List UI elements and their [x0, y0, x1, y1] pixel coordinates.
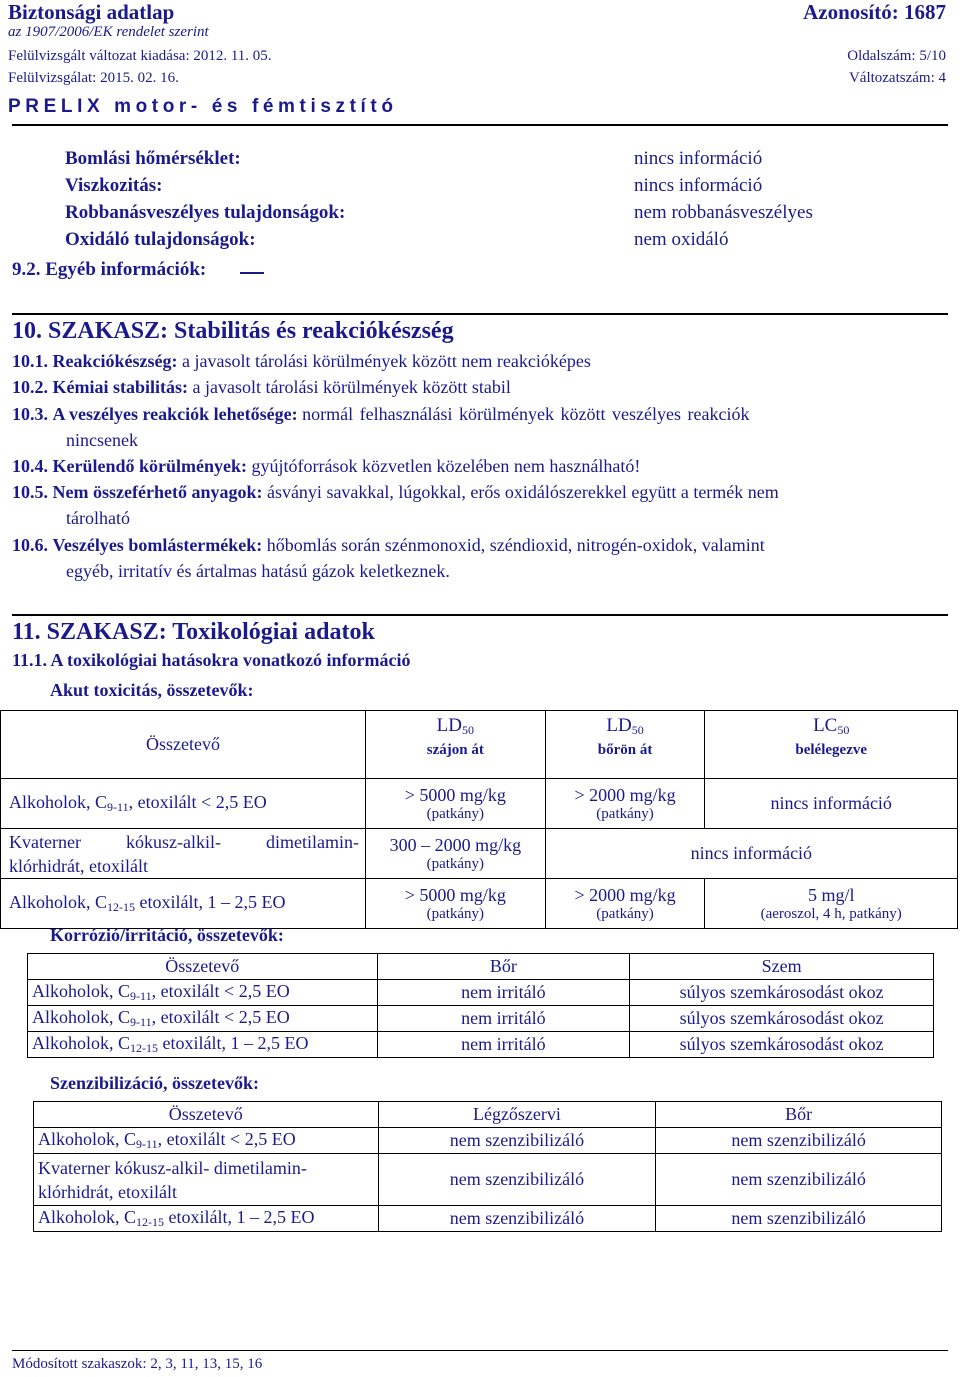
table-row [1, 829, 958, 879]
table-row [1, 779, 958, 829]
component-cell: Alkoholok, $C_{9-11}$, etoxilált < 2,5 EO [28, 980, 378, 1006]
dermal-cell: > 2000 mg/kg (patkány) [545, 779, 705, 829]
column-header: Légzőszervi [378, 1102, 656, 1128]
oral-cell: 300 – 2000 mg/kg (patkány) [365, 829, 545, 879]
inhalation-cell: 5 mg/l (aeroszol, 4 h, patkány) [705, 879, 958, 929]
dash-mark [240, 272, 264, 274]
footer-divider [12, 1350, 948, 1351]
section-11-title: 11. SZAKASZ: Toxikológiai adatok [12, 619, 375, 645]
table-header-row [28, 954, 934, 980]
document-title: Biztonsági adatlap [8, 0, 175, 24]
column-header: Összetevő [28, 954, 378, 980]
property-value: nincs információ [634, 148, 763, 169]
eye-cell: súlyos szemkárosodást okoz [630, 1006, 934, 1032]
oral-cell: > 5000 mg/kg (patkány) [365, 779, 545, 829]
section-10-item [12, 377, 511, 398]
version-number: Változatszám: 4 [848, 70, 946, 86]
item-number: 10.3. [12, 404, 48, 424]
property-label: Oxidáló tulajdonságok: [65, 229, 256, 250]
component-cell: Alkoholok, $C_{12-15}$ etoxilált, 1 – 2,5 EO [1, 879, 366, 929]
column-header: $LC_{50}$ belélegezve [705, 711, 958, 779]
item-number: 10.1. [12, 351, 48, 371]
item-continuation: tárolható [66, 508, 130, 528]
section-10-item [12, 404, 948, 425]
item-label: Veszélyes bomlástermékek: [52, 535, 263, 555]
sensitization-heading: Szenzibilizáció, összetevők: [50, 1073, 259, 1093]
item-label: Nem összeférhető anyagok: [52, 482, 263, 502]
item-label: A veszélyes reakciók lehetősége: [52, 404, 298, 424]
acute-toxicity-table [0, 710, 958, 929]
regulation-subtitle: az 1907/2006/EK rendelet szerint [8, 24, 209, 40]
item-text: normál felhasználási körülmények között veszélyes reakciók [302, 404, 750, 424]
table-row [1, 879, 958, 929]
respiratory-cell: nem szenzibilizáló [378, 1206, 656, 1232]
corrosion-table [27, 953, 934, 1058]
component-cell: Kvaterner kókusz-alkil- dimetilamin- klórhidrát, etoxilált [1, 829, 366, 879]
table-row [34, 1206, 942, 1232]
skin-cell: nem szenzibilizáló [656, 1128, 942, 1154]
modified-sections: Módosított szakaszok: 2, 3, 11, 13, 15, 16 [12, 1356, 263, 1372]
section-10-title: 10. SZAKASZ: Stabilitás és reakciókészség [12, 318, 454, 344]
section-10-item [12, 482, 779, 503]
sensitization-table [33, 1101, 942, 1232]
header-divider [12, 124, 948, 126]
product-name: PRELIX motor- és fémtisztító [8, 96, 398, 117]
table-row [28, 980, 934, 1006]
acute-toxicity-heading: Akut toxicitás, összetevők: [50, 680, 254, 700]
item-text: a javasolt tárolási körülmények között stabil [192, 377, 511, 397]
eye-cell: súlyos szemkárosodást okoz [630, 980, 934, 1006]
skin-cell: nem szenzibilizáló [656, 1154, 942, 1206]
eye-cell: súlyos szemkárosodást okoz [630, 1032, 934, 1058]
oral-cell: > 5000 mg/kg (patkány) [365, 879, 545, 929]
document-identifier: Azonosító: 1687 [803, 0, 946, 24]
table-header-row [34, 1102, 942, 1128]
column-header: Szem [630, 954, 934, 980]
skin-cell: nem irritáló [377, 1006, 630, 1032]
review-date: Felülvizsgálat: 2015. 02. 16. [8, 70, 179, 86]
column-header: $LD_{50}$ bőrön át [545, 711, 705, 779]
item-continuation: egyéb, irritatív és ártalmas hatású gázok keletkeznek. [66, 561, 450, 581]
inhalation-cell: nincs információ [705, 779, 958, 829]
item-number: 10.4. [12, 456, 48, 476]
component-cell: Alkoholok, $C_{12-15}$ etoxilált, 1 – 2,5 EO [28, 1032, 378, 1058]
item-label: Kémiai stabilitás: [52, 377, 188, 397]
component-cell: Alkoholok, $C_{9-11}$, etoxilált < 2,5 EO [34, 1128, 379, 1154]
column-header: Összetevő [34, 1102, 379, 1128]
item-continuation: nincsenek [66, 430, 138, 450]
subsection-heading: 11.1. A toxikológiai hatásokra vonatkozó információ [12, 650, 411, 670]
skin-cell: nem irritáló [377, 980, 630, 1006]
table-row [28, 1006, 934, 1032]
corrosion-heading: Korrózió/irritáció, összetevők: [50, 925, 284, 945]
section-divider [12, 614, 948, 616]
component-cell: Alkoholok, $C_{9-11}$, etoxilált < 2,5 EO [28, 1006, 378, 1032]
page-number: Oldalszám: 5/10 [847, 48, 946, 64]
component-cell: Kvaterner kókusz-alkil- dimetilamin- klórhidrát, etoxilált [34, 1154, 379, 1206]
item-text: ásványi savakkal, lúgokkal, erős oxidálószerekkel együtt a termék nem [266, 482, 779, 502]
respiratory-cell: nem szenzibilizáló [378, 1154, 656, 1206]
section-10-item [12, 351, 591, 372]
section-10-item [12, 456, 640, 477]
table-row [34, 1154, 942, 1206]
other-info-heading: 9.2. Egyéb információk: [12, 259, 207, 280]
column-header: Összetevő [1, 711, 366, 779]
property-value: nem robbanásveszélyes [634, 202, 813, 223]
skin-cell: nem szenzibilizáló [656, 1206, 942, 1232]
item-label: Reakciókészség: [52, 351, 178, 371]
table-header-row [1, 711, 958, 779]
property-value: nem oxidáló [634, 229, 729, 250]
column-header: Bőr [656, 1102, 942, 1128]
respiratory-cell: nem szenzibilizáló [378, 1128, 656, 1154]
dermal-inhalation-cell: nincs információ [545, 829, 957, 879]
property-label: Viszkozitás: [65, 175, 163, 196]
property-label: Bomlási hőmérséklet: [65, 148, 241, 169]
item-number: 10.6. [12, 535, 48, 555]
column-header: $LD_{50}$ szájon át [365, 711, 545, 779]
property-value: nincs információ [634, 175, 763, 196]
skin-cell: nem irritáló [377, 1032, 630, 1058]
section-10-item [12, 535, 765, 556]
column-header: Bőr [377, 954, 630, 980]
revision-issue: Felülvizsgált változat kiadása: 2012. 11. 05. [8, 48, 272, 64]
item-number: 10.2. [12, 377, 48, 397]
item-text: hőbomlás során szénmonoxid, széndioxid, nitrogén-oxidok, valamint [266, 535, 765, 555]
property-label: Robbanásveszélyes tulajdonságok: [65, 202, 346, 223]
table-row [28, 1032, 934, 1058]
item-text: a javasolt tárolási körülmények között nem reakcióképes [181, 351, 591, 371]
component-cell: Alkoholok, $C_{12-15}$ etoxilált, 1 – 2,5 EO [34, 1206, 379, 1232]
component-cell: Alkoholok, $C_{9-11}$, etoxilált < 2,5 EO [1, 779, 366, 829]
item-label: Kerülendő körülmények: [52, 456, 248, 476]
table-row [34, 1128, 942, 1154]
dermal-cell: > 2000 mg/kg (patkány) [545, 879, 705, 929]
item-text: gyújtóforrások közvetlen közelében nem használható! [251, 456, 641, 476]
section-divider [12, 313, 948, 315]
item-number: 10.5. [12, 482, 48, 502]
